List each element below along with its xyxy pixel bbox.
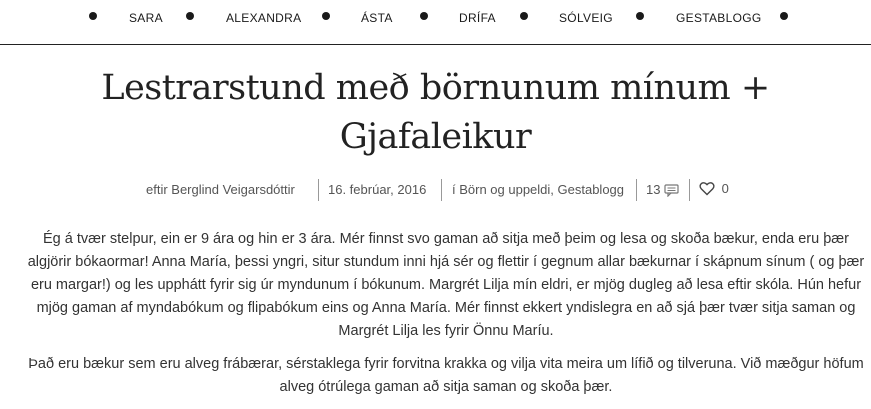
post-title bbox=[0, 64, 871, 162]
nav-item-alexandra[interactable]: ALEXANDRA bbox=[226, 11, 302, 25]
bullet-dot-icon bbox=[322, 12, 330, 20]
meta-divider bbox=[441, 179, 442, 201]
meta-divider bbox=[689, 179, 690, 201]
author-link[interactable]: eftir Berglind Veigarsdóttir bbox=[146, 182, 295, 197]
post-title-line-2: Gjafaleikur bbox=[339, 117, 532, 157]
bullet-dot-icon bbox=[186, 12, 194, 20]
likes-count: 0 bbox=[721, 181, 729, 197]
nav-item-sara[interactable]: SARA bbox=[129, 11, 163, 25]
bullet-dot-icon bbox=[89, 12, 97, 20]
nav-item-asta[interactable]: ÁSTA bbox=[361, 11, 393, 25]
nav-item-drifa[interactable]: DRÍFA bbox=[459, 11, 496, 25]
post-categories[interactable]: í Börn og uppeldi, Gestablogg bbox=[452, 182, 625, 197]
comment-bubble-icon bbox=[664, 184, 680, 197]
meta-divider bbox=[318, 179, 319, 201]
meta-divider bbox=[636, 179, 637, 201]
post-date: 16. febrúar, 2016 bbox=[328, 182, 427, 197]
post-content bbox=[27, 228, 865, 409]
comments-link[interactable] bbox=[646, 182, 660, 197]
post-title-line-1: Lestrarstund með börnunum mínum + bbox=[101, 68, 770, 108]
nav-item-solveig[interactable]: SÓLVEIG bbox=[559, 11, 613, 25]
heart-icon bbox=[699, 181, 715, 196]
post-paragraph: Ég á tvær stelpur, ein er 9 ára og hin er 3 ára. Mér finnst svo gaman að sitja með þeim og lesa og skoða bækur, enda eru þær algjörir bókaormar! Anna María, þessi yngri, situr stundum inni hjá sér og flettir í gegnum allar bækurnar í skápnum sínum ( og þær eru margar!) og les upphátt fyrir sig úr myndunum í bókunum. Margrét Lilja mín eldri, er mjög dugleg að lesa eftir skóla. Hún hefur mjög gaman af myndabókum og flipabókum eins og Anna María. Mér finnst ekkert yndislegra en að sjá þær tvær sitja saman og Margrét Lilja les fyrir Önnu Maríu. bbox=[27, 231, 865, 339]
post-meta bbox=[0, 179, 871, 201]
bullet-dot-icon bbox=[520, 12, 528, 20]
top-navigation bbox=[0, 0, 871, 45]
bullet-dot-icon bbox=[420, 12, 428, 20]
nav-item-gestablogg[interactable]: GESTABLOGG bbox=[676, 11, 762, 25]
bullet-dot-icon bbox=[780, 12, 788, 20]
comments-count: 13 bbox=[646, 182, 661, 197]
post-paragraph: Það eru bækur sem eru alveg frábærar, sérstaklega fyrir forvitna krakka og vilja vita meira um lífið og tilveruna. Við mæðgur höfum alveg ótrúlega gaman að sitja saman og skoða þær. bbox=[28, 356, 864, 395]
like-button[interactable] bbox=[699, 180, 729, 196]
bullet-dot-icon bbox=[636, 12, 644, 20]
